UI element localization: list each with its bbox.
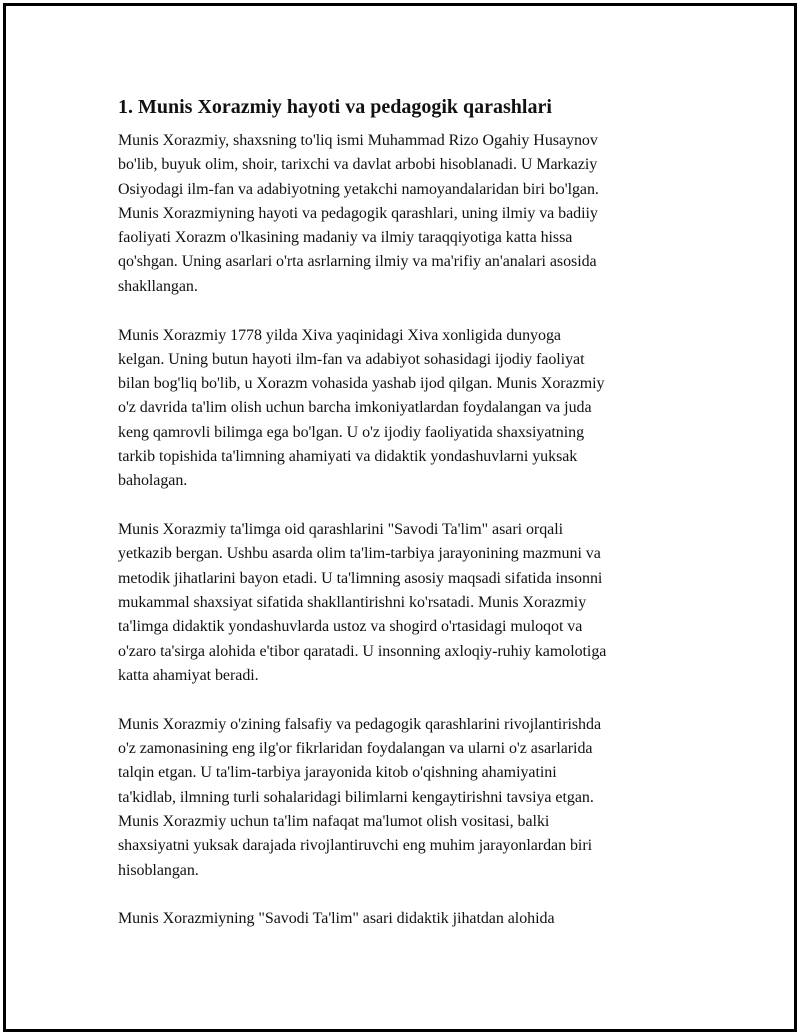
paragraph-line: Munis Xorazmiyning "Savodi Ta'lim" asari didaktik jihatdan alohida: [118, 910, 555, 928]
paragraph: [118, 324, 684, 494]
paragraph-line: metodik jihatlarini bayon etadi. U ta'limning asosiy maqsadi sifatida insonni: [118, 569, 603, 587]
paragraph-line: Osiyodagi ilm-fan va adabiyotning yetakchi namoyandalaridan biri bo'lgan.: [118, 180, 599, 198]
paragraph-line: shaxsiyatni yuksak darajada rivojlantiruvchi eng muhim jarayonlardan biri: [118, 837, 592, 855]
paragraph-line: Munis Xorazmiy ta'limga oid qarashlarini "Savodi Ta'lim" asari orqali: [118, 521, 563, 539]
paragraph-line: qo'shgan. Uning asarlari o'rta asrlarning ilmiy va ma'rifiy an'analari asosida: [118, 253, 597, 271]
paragraph-line: Munis Xorazmiy uchun ta'lim nafaqat ma'lumot olish vositasi, balki: [118, 812, 550, 830]
paragraph-line: katta ahamiyat beradi.: [118, 666, 259, 684]
paragraph-line: ta'limga didaktik yondashuvlarda ustoz va shogird o'rtasidagi muloqot va: [118, 618, 583, 636]
paragraph-line: hisoblangan.: [118, 861, 199, 879]
document-body: [118, 94, 684, 956]
paragraph-line: Munis Xorazmiy o'zining falsafiy va pedagogik qarashlarini rivojlantirishda: [118, 715, 602, 733]
paragraph-line: Munis Xorazmiy, shaxsning to'liq ismi Muhammad Rizo Ogahiy Husaynov: [118, 132, 598, 149]
paragraph-line: shakllangan.: [118, 277, 198, 295]
paragraph-line: bilan bog'liq bo'lib, u Xorazm vohasida yashab ijod qilgan. Munis Xorazmiy: [118, 375, 605, 393]
paragraph-line: Munis Xorazmiy 1778 yilda Xiva yaqinidagi Xiva xonligida dunyoga: [118, 326, 561, 344]
section-heading: 1. Munis Xorazmiy hayoti va pedagogik qarashlari: [118, 96, 552, 118]
paragraph-line: o'z zamonasining eng ilg'or fikrlaridan foydalangan va ularni o'z asarlarida: [118, 740, 593, 758]
paragraph: [118, 518, 684, 688]
paragraph-line: baholagan.: [118, 472, 188, 490]
paragraph-line: tarkib topishida ta'limning ahamiyati va didaktik yondashuvlarni yuksak: [118, 448, 578, 466]
paragraph: [118, 129, 684, 299]
paragraph-line: kelgan. Uning butun hayoti ilm-fan va adabiyot sohasidagi ijodiy faoliyat: [118, 350, 585, 368]
paragraph-line: mukammal shaxsiyat sifatida shakllantirishni ko'rsatadi. Munis Xorazmiy: [118, 594, 587, 612]
paragraph-line: talqin etgan. U ta'lim-tarbiya jarayonida kitob o'qishning ahamiyatini: [118, 764, 557, 782]
paragraph-line: keng qamrovli bilimga ega bo'lgan. U o'z ijodiy faoliyatida shaxsiyatning: [118, 423, 585, 441]
paragraph-line: o'zaro ta'sirga alohida e'tibor qaratadi. U insonning axloqiy-ruhiy kamolotiga: [118, 642, 607, 660]
paragraph-line: o'z davrida ta'lim olish uchun barcha imkoniyatlardan foydalangan va juda: [118, 399, 592, 417]
paragraph: [118, 713, 684, 883]
paragraph-line: yetkazib bergan. Ushbu asarda olim ta'lim-tarbiya jarayonining mazmuni va: [118, 545, 601, 563]
paragraph-line: faoliyati Xorazm o'lkasining madaniy va ilmiy taraqqiyotiga katta hissa: [118, 229, 573, 247]
paragraph-line: bo'lib, buyuk olim, shoir, tarixchi va davlat arbobi hisoblanadi. U Markaziy: [118, 156, 598, 174]
paragraph: [118, 907, 684, 931]
paragraph-line: ta'kidlab, ilmning turli sohalaridagi bilimlarni kengaytirishni tavsiya etgan.: [118, 788, 594, 806]
paragraph-line: Munis Xorazmiyning hayoti va pedagogik qarashlari, uning ilmiy va badiiy: [118, 204, 598, 222]
